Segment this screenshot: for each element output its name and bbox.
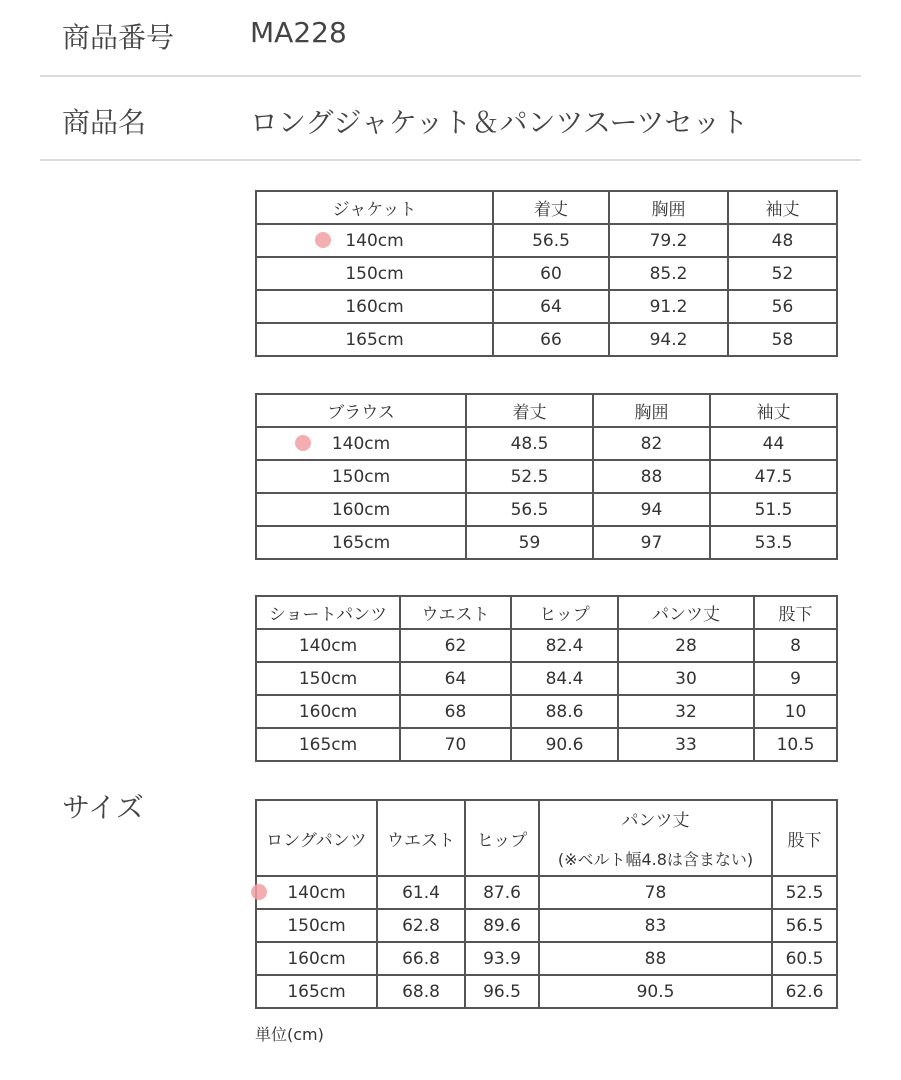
table-row [256,290,837,323]
column-header [465,800,539,876]
value-cell: 88 [539,942,772,975]
value-cell: 66 [493,323,609,356]
value-cell: 28 [618,629,754,662]
value-cell: 52 [728,257,837,290]
value-cell: 51.5 [710,493,837,526]
value-cell: 90.5 [539,975,772,1008]
size-cell: 160cm [256,290,493,323]
column-header-label: ブラウス [327,403,395,423]
column-header-label: 股下 [787,830,822,851]
value-cell: 93.9 [465,942,539,975]
column-header-label: 股下 [778,605,813,625]
blouse-size-table [255,393,838,560]
size-cell: 140cm [256,876,377,909]
table-row [256,460,837,493]
size-cell: 150cm [256,257,493,290]
value-cell: 94 [593,493,710,526]
value-cell: 60 [493,257,609,290]
column-header [256,800,377,876]
value-cell: 56 [728,290,837,323]
column-header-label: ヒップ [539,605,590,625]
column-header-label: ウエスト [421,605,490,625]
column-header [377,800,465,876]
value-cell: 66.8 [377,942,465,975]
value-cell: 56.5 [493,224,609,257]
table-row [256,695,837,728]
value-cell: 70 [400,728,511,761]
column-header-label: パンツ丈 [652,605,720,625]
marker-dot-icon [251,884,267,900]
value-cell: 30 [618,662,754,695]
value-cell: 91.2 [609,290,728,323]
column-header [593,394,710,427]
column-header-label: 胸囲 [634,403,669,423]
value-cell: 83 [539,909,772,942]
column-header-label: 袖丈 [765,200,800,220]
value-cell: 47.5 [710,460,837,493]
table-row [256,427,837,460]
table-row [256,323,837,356]
marker-dot-icon [315,232,331,248]
value-cell: 84.4 [511,662,618,695]
table-row [256,876,837,909]
value-cell: 68.8 [377,975,465,1008]
value-cell: 96.5 [465,975,539,1008]
size-cell: 150cm [256,460,466,493]
header-row [256,800,837,876]
value-cell: 53.5 [710,526,837,559]
column-header [710,394,837,427]
unit-note: 単位(cm) [255,1025,324,1044]
column-header [728,191,837,224]
size-cell: 160cm [256,493,466,526]
column-header [493,191,609,224]
value-cell: 48 [728,224,837,257]
value-cell: 58 [728,323,837,356]
column-header-label: ウエスト [387,830,455,851]
size-cell: 140cm [256,427,466,460]
size-label: サイズ [62,791,144,824]
divider [40,75,861,77]
value-cell: 61.4 [377,876,465,909]
table-row [256,728,837,761]
table-row [256,224,837,257]
value-cell: 44 [710,427,837,460]
column-header [256,191,493,224]
column-header [466,394,593,427]
value-cell: 64 [400,662,511,695]
jacket-size-table [255,190,838,357]
marker-dot-icon [295,435,311,451]
header-row [256,394,837,427]
size-cell: 140cm [256,224,493,257]
value-cell: 62.8 [377,909,465,942]
column-header [539,800,772,876]
value-cell: 82.4 [511,629,618,662]
size-cell: 140cm [256,629,400,662]
value-cell: 56.5 [466,493,593,526]
value-cell: 48.5 [466,427,593,460]
value-cell: 85.2 [609,257,728,290]
divider [40,159,861,161]
product-name-label: 商品名 [62,106,147,139]
value-cell: 87.6 [465,876,539,909]
size-cell: 160cm [256,695,400,728]
column-header-label: ロングパンツ [266,830,367,851]
value-cell: 78 [539,876,772,909]
value-cell: 82 [593,427,710,460]
value-cell: 68 [400,695,511,728]
column-header-label: ジャケット [332,200,417,220]
value-cell: 88 [593,460,710,493]
table-row [256,909,837,942]
column-header-note: (※ベルト幅4.8は含まない) [557,850,754,869]
size-cell: 165cm [256,526,466,559]
value-cell: 32 [618,695,754,728]
value-cell: 10.5 [754,728,837,761]
value-cell: 52.5 [772,876,837,909]
value-cell: 59 [466,526,593,559]
column-header [609,191,728,224]
size-cell: 165cm [256,728,400,761]
table-row [256,526,837,559]
column-header-label: 胸囲 [651,200,686,220]
value-cell: 79.2 [609,224,728,257]
value-cell: 8 [754,629,837,662]
column-header-label: ヒップ [476,830,528,851]
column-header-label: 着丈 [534,200,568,220]
value-cell: 9 [754,662,837,695]
column-header-label: 袖丈 [756,403,791,423]
column-header [256,394,466,427]
value-cell: 10 [754,695,837,728]
value-cell: 90.6 [511,728,618,761]
header-row [256,596,837,629]
column-header-label: 着丈 [512,403,547,423]
short-pants-size-table [255,595,838,762]
size-cell: 165cm [256,323,493,356]
value-cell: 60.5 [772,942,837,975]
product-number-value: MA228 [250,16,347,49]
table-row [256,629,837,662]
value-cell: 62 [400,629,511,662]
column-header-label: パンツ丈 [621,811,690,831]
product-name-value: ロングジャケット＆パンツスーツセット [250,106,749,139]
value-cell: 62.6 [772,975,837,1008]
table-row [256,975,837,1008]
size-cell: 165cm [256,975,377,1008]
size-cell: 150cm [256,909,377,942]
value-cell: 52.5 [466,460,593,493]
value-cell: 33 [618,728,754,761]
column-header [511,596,618,629]
value-cell: 88.6 [511,695,618,728]
size-cell: 160cm [256,942,377,975]
column-header [754,596,837,629]
table-row [256,493,837,526]
product-number-label: 商品番号 [62,21,175,54]
value-cell: 97 [593,526,710,559]
table-row [256,257,837,290]
column-header [256,596,400,629]
size-cell: 150cm [256,662,400,695]
column-header [772,800,837,876]
long-pants-size-table [255,799,838,1009]
value-cell: 64 [493,290,609,323]
value-cell: 89.6 [465,909,539,942]
value-cell: 56.5 [772,909,837,942]
value-cell: 94.2 [609,323,728,356]
column-header [618,596,754,629]
table-row [256,662,837,695]
column-header-label: ショートパンツ [268,605,388,625]
header-row [256,191,837,224]
table-row [256,942,837,975]
column-header [400,596,511,629]
